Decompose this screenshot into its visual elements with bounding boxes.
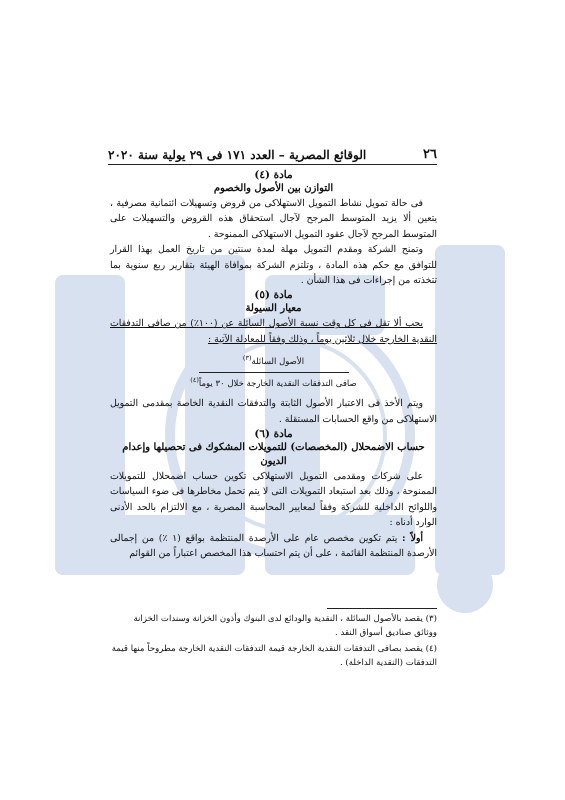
gazette-title: الوقائع المصرية – العدد ١٧١ فى ٢٩ يولية سنة ٢٠٢٠ xyxy=(108,148,367,162)
first-label: أولاً : xyxy=(402,532,423,544)
article-4-paragraph-2: وتمنح الشركة ومقدم التمويل مهلة لمدة سنتين من تاريخ العمل بهذا القرار للتوافق مع حكم هذه المادة ، وتلتزم الشركة بموافاة الهيئة بتقارير ربع سنوية بما تتخذته من إجراءات فى هذا الشأن . xyxy=(110,244,437,287)
footnote-4-text: يقصد بصافى التدفقات النقدية الخارجة قيمة التدفقات النقدية الخارجة مطروحاً منها قيمة التدفقات (النقدية الداخلة) . xyxy=(111,644,437,668)
footnote-ref-3: (٣) xyxy=(242,354,252,363)
article-5-paragraph-2: ويتم الأخذ فى الاعتبار الأصول الثابتة والتدفقات النقدية الخاصة بمقدمى التمويل الاستهلاكى من واقع الحسابات المستقلة . xyxy=(110,398,437,425)
article-6-title: مادة (٦) xyxy=(254,428,293,441)
page-number: ٢٦ xyxy=(423,147,437,162)
article-6-paragraph-2 xyxy=(110,531,437,562)
document-body xyxy=(110,168,437,562)
footnote-ref-4: (٤) xyxy=(190,375,199,384)
formula-numerator: الأصول السائلة xyxy=(251,357,305,368)
footnote-4-ref: (٤) xyxy=(425,644,437,654)
liquidity-formula xyxy=(110,351,437,392)
footnote-separator xyxy=(327,608,437,609)
article-5-paragraph-1: يجب ألا تقل فى كل وقت نسبة الأصول السائلة عن (١٠٠٪) من صافى التدفقات النقدية الخارجة خلال ثلاثين يوماً ، وذلك وفقاً للمعادلة الآتية : xyxy=(110,318,437,345)
article-5-subtitle: معيار السيولة xyxy=(245,303,302,315)
footnote-3 xyxy=(110,612,437,640)
article-4-subtitle: التوازن بين الأصول والخصوم xyxy=(213,183,334,194)
article-5-title: مادة (٥) xyxy=(254,289,293,302)
page-header xyxy=(108,142,437,165)
footnotes xyxy=(110,608,437,672)
footnote-3-text: يقصد بالأصول السائلة ، النقدية والودائع لدى البنوك وأذون الخزانة وسندات الخزانة ووثائق صناديق أسواق النقد . xyxy=(133,614,437,638)
formula-denominator: صافى التدفقات النقدية الخارجة خلال ٣٠ يوماً xyxy=(198,378,357,389)
article-4-paragraph-1: فى حالة تمويل نشاط التمويل الاستهلاكى من قروض وتسهيلات ائتمانية مصرفية ، يتعين ألا يزيد المتوسط المرجح لآجال استحقاق هذه القروض والتسهيلات على المتوسط المرجح لآجال عقود التمويل الاستهلاكى الممنوحة . xyxy=(110,198,437,240)
article-4-title: مادة (٤) xyxy=(254,169,293,181)
footnote-4 xyxy=(110,642,437,670)
article-6-paragraph-1: على شركات ومقدمى التمويل الاستهلاكى تكوين حساب اضمحلال للتمويلات الممنوحة ، وذلك بعد استبعاد التمويلات التى لا يتم تحمل مخاطرها فى ضوء السياسات واللوائح الداخلية للشركة وفقاً لمعايير المحاسبة المصرية ، مع الالتزام بالحد الأدنى الوارد أدناه : xyxy=(110,471,437,529)
footnote-3-ref: (٣) xyxy=(425,614,437,624)
article-6-paragraph-2-text: يتم تكوين مخصص عام على الأرصدة المنتظمة بواقع (١ ٪) من إجمالى الأرصدة المنتظمة القائمة ، على أن يتم احتساب هذا المخصص اعتباراً من القوائم xyxy=(110,532,437,560)
article-6-subtitle: حساب الاضمحلال (المخصصات) للتمويلات المشكوك فى تحصيلها وإعدام الديون xyxy=(122,442,425,468)
